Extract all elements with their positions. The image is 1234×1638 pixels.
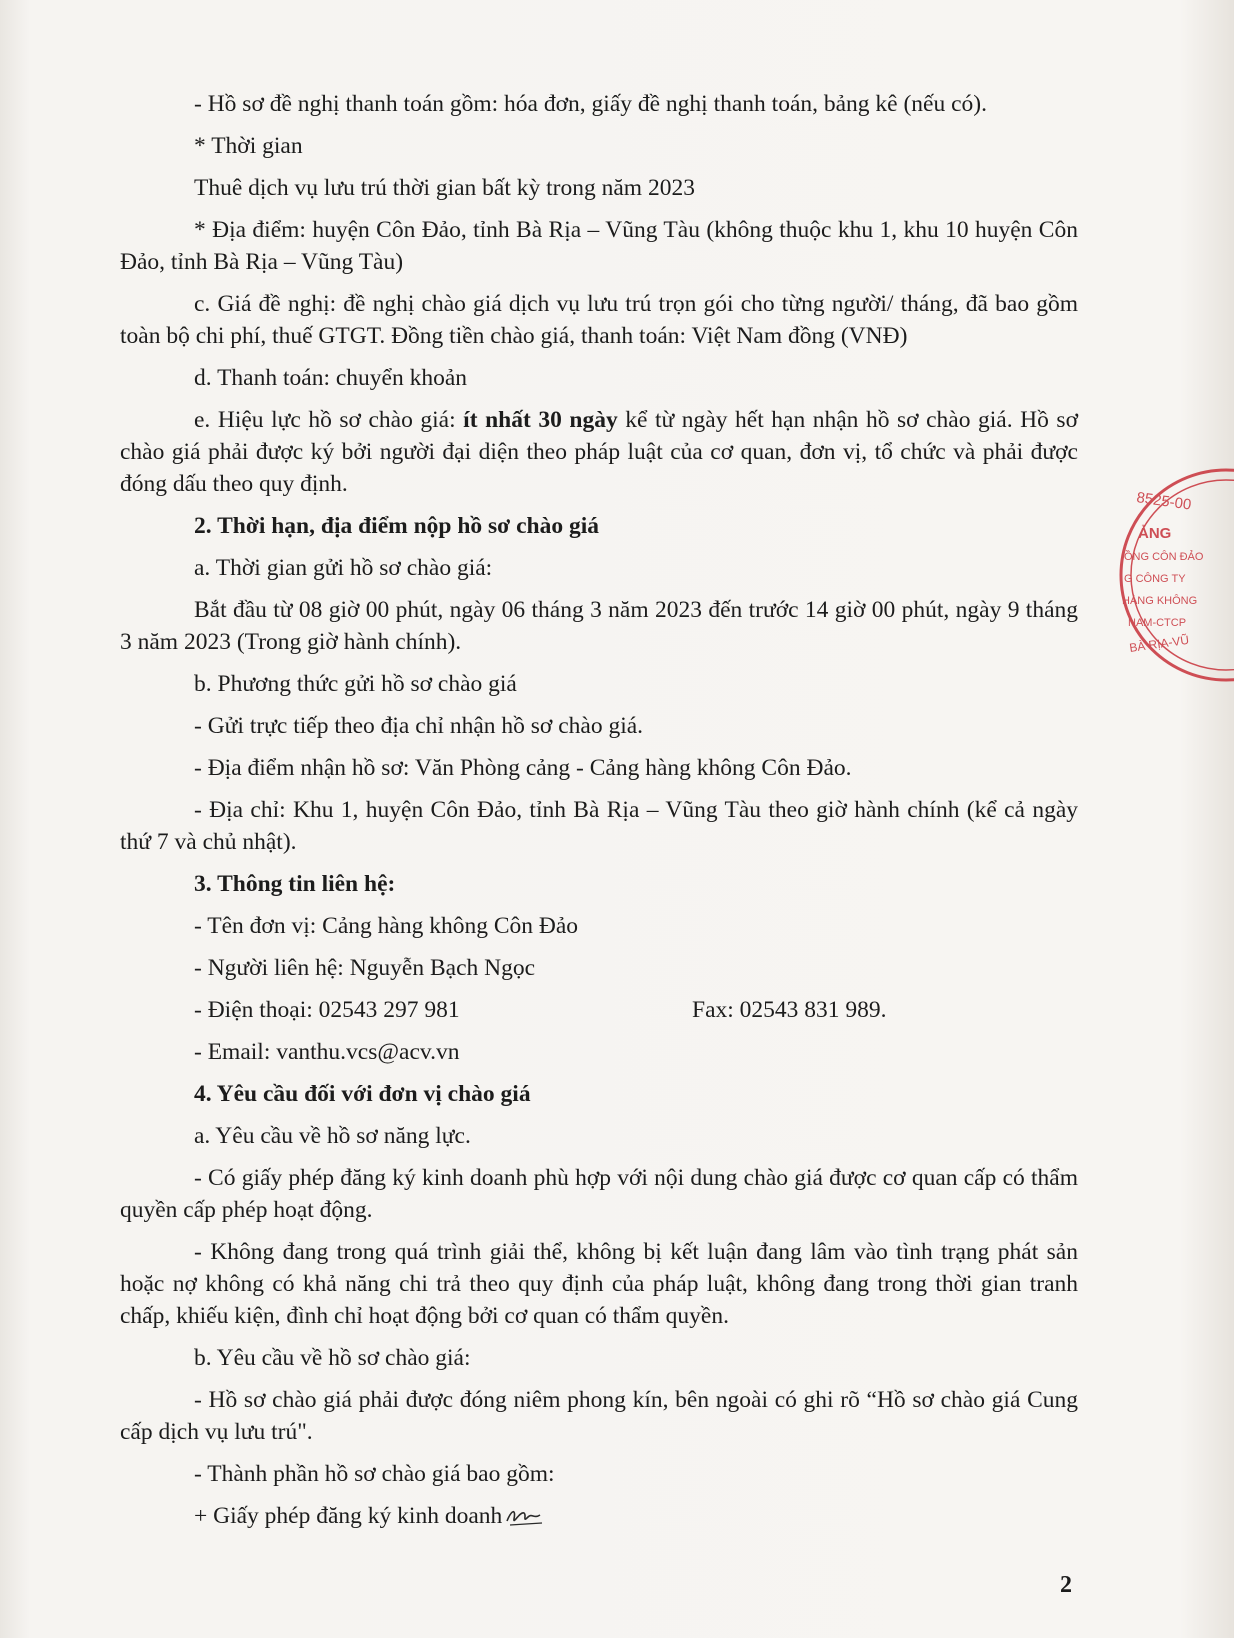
email-text: - Email: vanthu.vcs@acv.vn bbox=[194, 1039, 460, 1065]
business-license-item bbox=[120, 1500, 1078, 1532]
business-license-text: + Giấy phép đăng ký kinh doanh bbox=[194, 1503, 503, 1529]
seal-line-6: NAM-CTCP bbox=[1128, 617, 1187, 629]
validity-duration: ít nhất 30 ngày bbox=[463, 407, 618, 433]
phone-fax-row bbox=[120, 994, 1078, 1026]
seal-line-3: ỒNG CÔN ĐẢO bbox=[1124, 551, 1204, 563]
page-number: 2 bbox=[1060, 1572, 1072, 1598]
address-text: - Địa chỉ: Khu 1, huyện Côn Đảo, tỉnh Bà Rịa – Vũng Tàu theo giờ hành chính (kể cả ngày thứ 7 và chủ nhật). bbox=[120, 797, 1078, 855]
quote-docs-label: b. Yêu cầu về hồ sơ chào giá: bbox=[194, 1345, 471, 1371]
initials-signature-icon bbox=[504, 1503, 544, 1529]
validity-rest: kể từ ngày hết hạn nhận hồ sơ chào giá. Hồ sơ chào giá phải được ký bởi người đại diện theo pháp luật của cơ quan, đơn vị, tổ chức và phải được đóng dấu theo quy định. bbox=[120, 407, 1078, 497]
validity-paragraph bbox=[120, 404, 1078, 500]
contact-person-text: - Người liên hệ: Nguyễn Bạch Ngọc bbox=[194, 955, 536, 981]
receiving-location-text: - Địa điểm nhận hồ sơ: Văn Phòng cảng - Cảng hàng không Côn Đảo. bbox=[194, 755, 852, 781]
document-body bbox=[120, 88, 1078, 1542]
seal-line-4: G CÔNG TY bbox=[1124, 573, 1186, 585]
unit-name-text: - Tên đơn vị: Cảng hàng không Côn Đảo bbox=[194, 913, 579, 939]
components-label: - Thành phần hồ sơ chào giá bao gồm: bbox=[194, 1461, 555, 1487]
seal-line-1: 8525-00 bbox=[1135, 489, 1193, 514]
seal-line-2: ẢNG bbox=[1138, 525, 1172, 542]
location-text: * Địa điểm: huyện Côn Đảo, tỉnh Bà Rịa – Vũng Tàu (không thuộc khu 1, khu 10 huyện Côn Đảo, tỉnh Bà Rịa – Vũng Tàu) bbox=[120, 217, 1078, 275]
payment-method-text: d. Thanh toán: chuyển khoản bbox=[194, 365, 468, 391]
fax-text: Fax: 02543 831 989. bbox=[692, 997, 887, 1023]
seal-line-7: BÀ RỊA-VŨ bbox=[1128, 632, 1190, 655]
license-requirement-text: - Có giấy phép đăng ký kinh doanh phù hợp với nội dung chào giá được cơ quan cấp có thẩm quyền cấp phép hoạt động. bbox=[120, 1165, 1078, 1223]
price-offer-text: c. Giá đề nghị: đề nghị chào giá dịch vụ lưu trú trọn gói cho từng người/ tháng, đã bao gồm toàn bộ chi phí, thuế GTGT. Đồng tiền chào giá, thanh toán: Việt Nam đồng (VNĐ) bbox=[120, 291, 1078, 349]
seal-line-5: HÀNG KHÔNG bbox=[1122, 595, 1198, 607]
submission-time-label: a. Thời gian gửi hồ sơ chào giá: bbox=[194, 555, 493, 581]
capacity-label: a. Yêu cầu về hồ sơ năng lực. bbox=[194, 1123, 471, 1149]
sealing-requirement-text: - Hồ sơ chào giá phải được đóng niêm phong kín, bên ngoài có ghi rõ “Hồ sơ chào giá Cung cấp dịch vụ lưu trú". bbox=[120, 1387, 1078, 1445]
time-text: Thuê dịch vụ lưu trú thời gian bất kỳ trong năm 2023 bbox=[194, 175, 695, 201]
submission-time-text: Bắt đầu từ 08 giờ 00 phút, ngày 06 tháng 3 năm 2023 đến trước 14 giờ 00 phút, ngày 9 tháng 3 năm 2023 (Trong giờ hành chính). bbox=[120, 597, 1078, 655]
status-requirement-text: - Không đang trong quá trình giải thể, không bị kết luận đang lâm vào tình trạng phát sản hoặc nợ không có khả năng chi trả theo quy định của pháp luật, không đang trong thời gian tranh chấp, khiếu kiện, đình chỉ hoạt động bởi cơ quan có thẩm quyền. bbox=[120, 1239, 1078, 1329]
payment-docs-line: - Hồ sơ đề nghị thanh toán gồm: hóa đơn, giấy đề nghị thanh toán, bảng kê (nếu có). bbox=[194, 91, 987, 117]
section-2-heading: 2. Thời hạn, địa điểm nộp hồ sơ chào giá bbox=[194, 513, 599, 539]
phone-text: - Điện thoại: 02543 297 981 bbox=[194, 997, 460, 1023]
submission-direct-text: - Gửi trực tiếp theo địa chỉ nhận hồ sơ chào giá. bbox=[194, 713, 644, 739]
section-4-heading: 4. Yêu cầu đối với đơn vị chào giá bbox=[194, 1081, 531, 1107]
section-3-heading: 3. Thông tin liên hệ: bbox=[194, 871, 396, 897]
submission-method-label: b. Phương thức gửi hồ sơ chào giá bbox=[194, 671, 517, 697]
company-seal-icon bbox=[1116, 460, 1234, 690]
time-heading: * Thời gian bbox=[194, 133, 303, 159]
validity-label: e. Hiệu lực hồ sơ chào giá: bbox=[194, 407, 464, 433]
